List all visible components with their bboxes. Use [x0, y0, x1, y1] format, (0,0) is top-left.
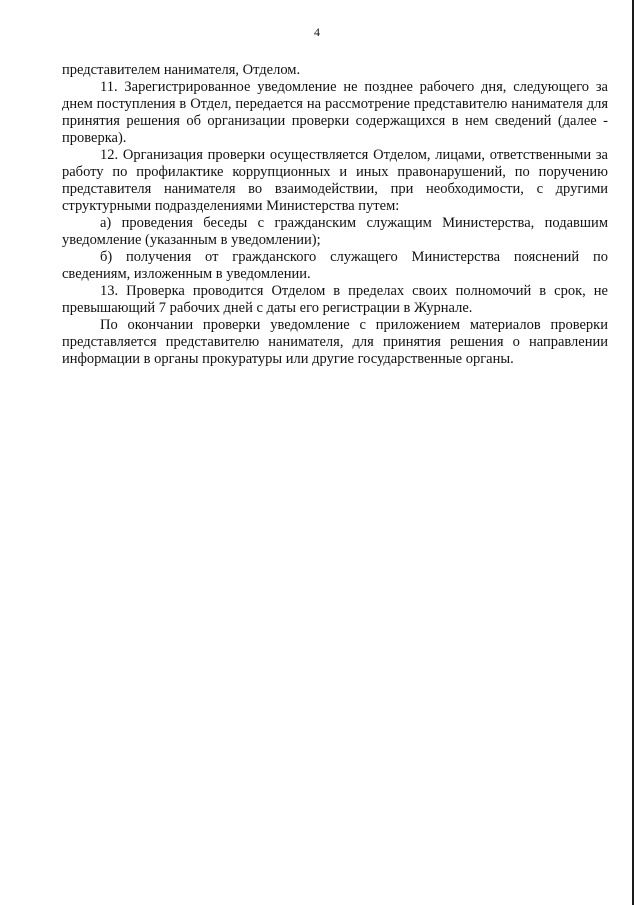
paragraph-subitem-a: а) проведения беседы с гражданским служащим Министерства, подавшим уведомление (указанным в уведомлении); — [62, 215, 608, 248]
paragraph-item-11: 11. Зарегистрированное уведомление не позднее рабочего дня, следующего за днем поступления в Отдел, передается на рассмотрение представителю нанимателя для принятия решения об организации проверки содержащихся в нем сведений (далее - проверка). — [62, 79, 608, 146]
paragraph-closing: По окончании проверки уведомление с приложением материалов проверки представляется представителю нанимателя, для принятия решения о направлении информации в органы прокуратуры или другие государственные органы. — [62, 317, 608, 367]
document-body — [62, 62, 608, 368]
paragraph-item-13: 13. Проверка проводится Отделом в пределах своих полномочий в срок, не превышающий 7 рабочих дней с даты его регистрации в Журнале. — [62, 283, 608, 316]
paragraph-item-12: 12. Организация проверки осуществляется Отделом, лицами, ответственными за работу по профилактике коррупционных и иных правонарушений, по поручению представителя нанимателя во взаимодействии, при необходимости, с другими структурными подразделениями Министерства путем: — [62, 147, 608, 214]
paragraph-subitem-b: б) получения от гражданского служащего Министерства пояснений по сведениям, изложенным в уведомлении. — [62, 249, 608, 282]
paragraph-continuation: представителем нанимателя, Отделом. — [62, 62, 301, 78]
page-number: 4 — [314, 25, 320, 39]
